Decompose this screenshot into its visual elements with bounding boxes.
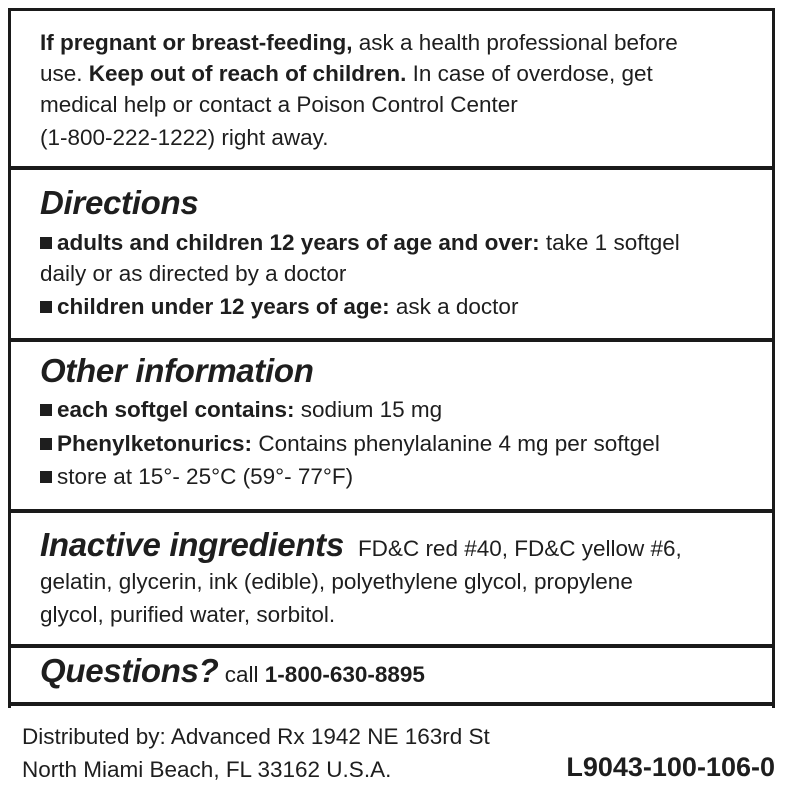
other-item-storage — [40, 462, 353, 492]
section-divider — [8, 166, 775, 170]
directions-heading: Directions — [40, 184, 199, 221]
warning-line-1 — [40, 28, 678, 58]
adults-dose-cont: daily or as directed by a doctor — [40, 261, 347, 286]
pregnant-warning-bold: If pregnant or breast-feeding, — [40, 30, 353, 55]
directions-item-adults — [40, 228, 680, 258]
phenyl-label: Phenylketonurics: — [57, 431, 253, 456]
overdose-text: In case of overdose, get — [406, 61, 653, 86]
adults-label: adults and children 12 years of age and over: — [57, 230, 540, 255]
warning-line-3: medical help or contact a Poison Control Center — [40, 92, 518, 117]
questions-phone: 1-800-630-8895 — [264, 662, 425, 687]
section-divider — [8, 509, 775, 513]
inactive-list-2: gelatin, glycerin, ink (edible), polyethylene glycol, propylene — [40, 569, 633, 594]
inactive-heading: Inactive ingredients — [40, 526, 344, 563]
pregnant-warning-text: ask a health professional before — [352, 30, 678, 55]
bullet-square-icon — [40, 404, 52, 416]
storage-text: store at 15°- 25°C (59°- 77°F) — [57, 464, 354, 489]
questions-heading: Questions? — [40, 652, 219, 689]
other-info-heading: Other information — [40, 352, 314, 389]
section-divider — [8, 644, 775, 648]
bullet-square-icon — [40, 301, 52, 313]
inactive-list-3: glycol, purified water, sorbitol. — [40, 602, 336, 627]
bullet-square-icon — [40, 237, 52, 249]
distributor-line-2: North Miami Beach, FL 33162 U.S.A. — [22, 757, 392, 782]
questions-call: call — [218, 662, 265, 687]
inactive-list-1: FD&C red #40, FD&C yellow #6, — [357, 536, 682, 561]
other-item-sodium — [40, 395, 442, 425]
distributor-line-1: Distributed by: Advanced Rx 1942 NE 163rd St — [22, 724, 490, 749]
phenyl-value: Contains phenylalanine 4 mg per softgel — [252, 431, 660, 456]
keep-out-reach-bold: Keep out of reach of children. — [88, 61, 407, 86]
bullet-square-icon — [40, 471, 52, 483]
adults-dose: take 1 softgel — [539, 230, 680, 255]
children-label: children under 12 years of age: — [57, 294, 390, 319]
bullet-square-icon — [40, 438, 52, 450]
product-code: L9043-100-106-0 — [566, 752, 775, 782]
sodium-value: sodium 15 mg — [294, 397, 443, 422]
questions-line — [40, 652, 425, 690]
panel-bottom-border — [8, 702, 775, 706]
other-item-phenyl — [40, 429, 660, 459]
sodium-label: each softgel contains: — [57, 397, 295, 422]
warning-line-2 — [40, 59, 653, 89]
children-dose: ask a doctor — [389, 294, 519, 319]
warning-use-text: use. — [40, 61, 89, 86]
poison-control-phone: (1-800-222-1222) right away. — [40, 125, 329, 150]
inactive-line-1 — [40, 526, 682, 564]
directions-item-children — [40, 292, 518, 322]
section-divider — [8, 338, 775, 342]
